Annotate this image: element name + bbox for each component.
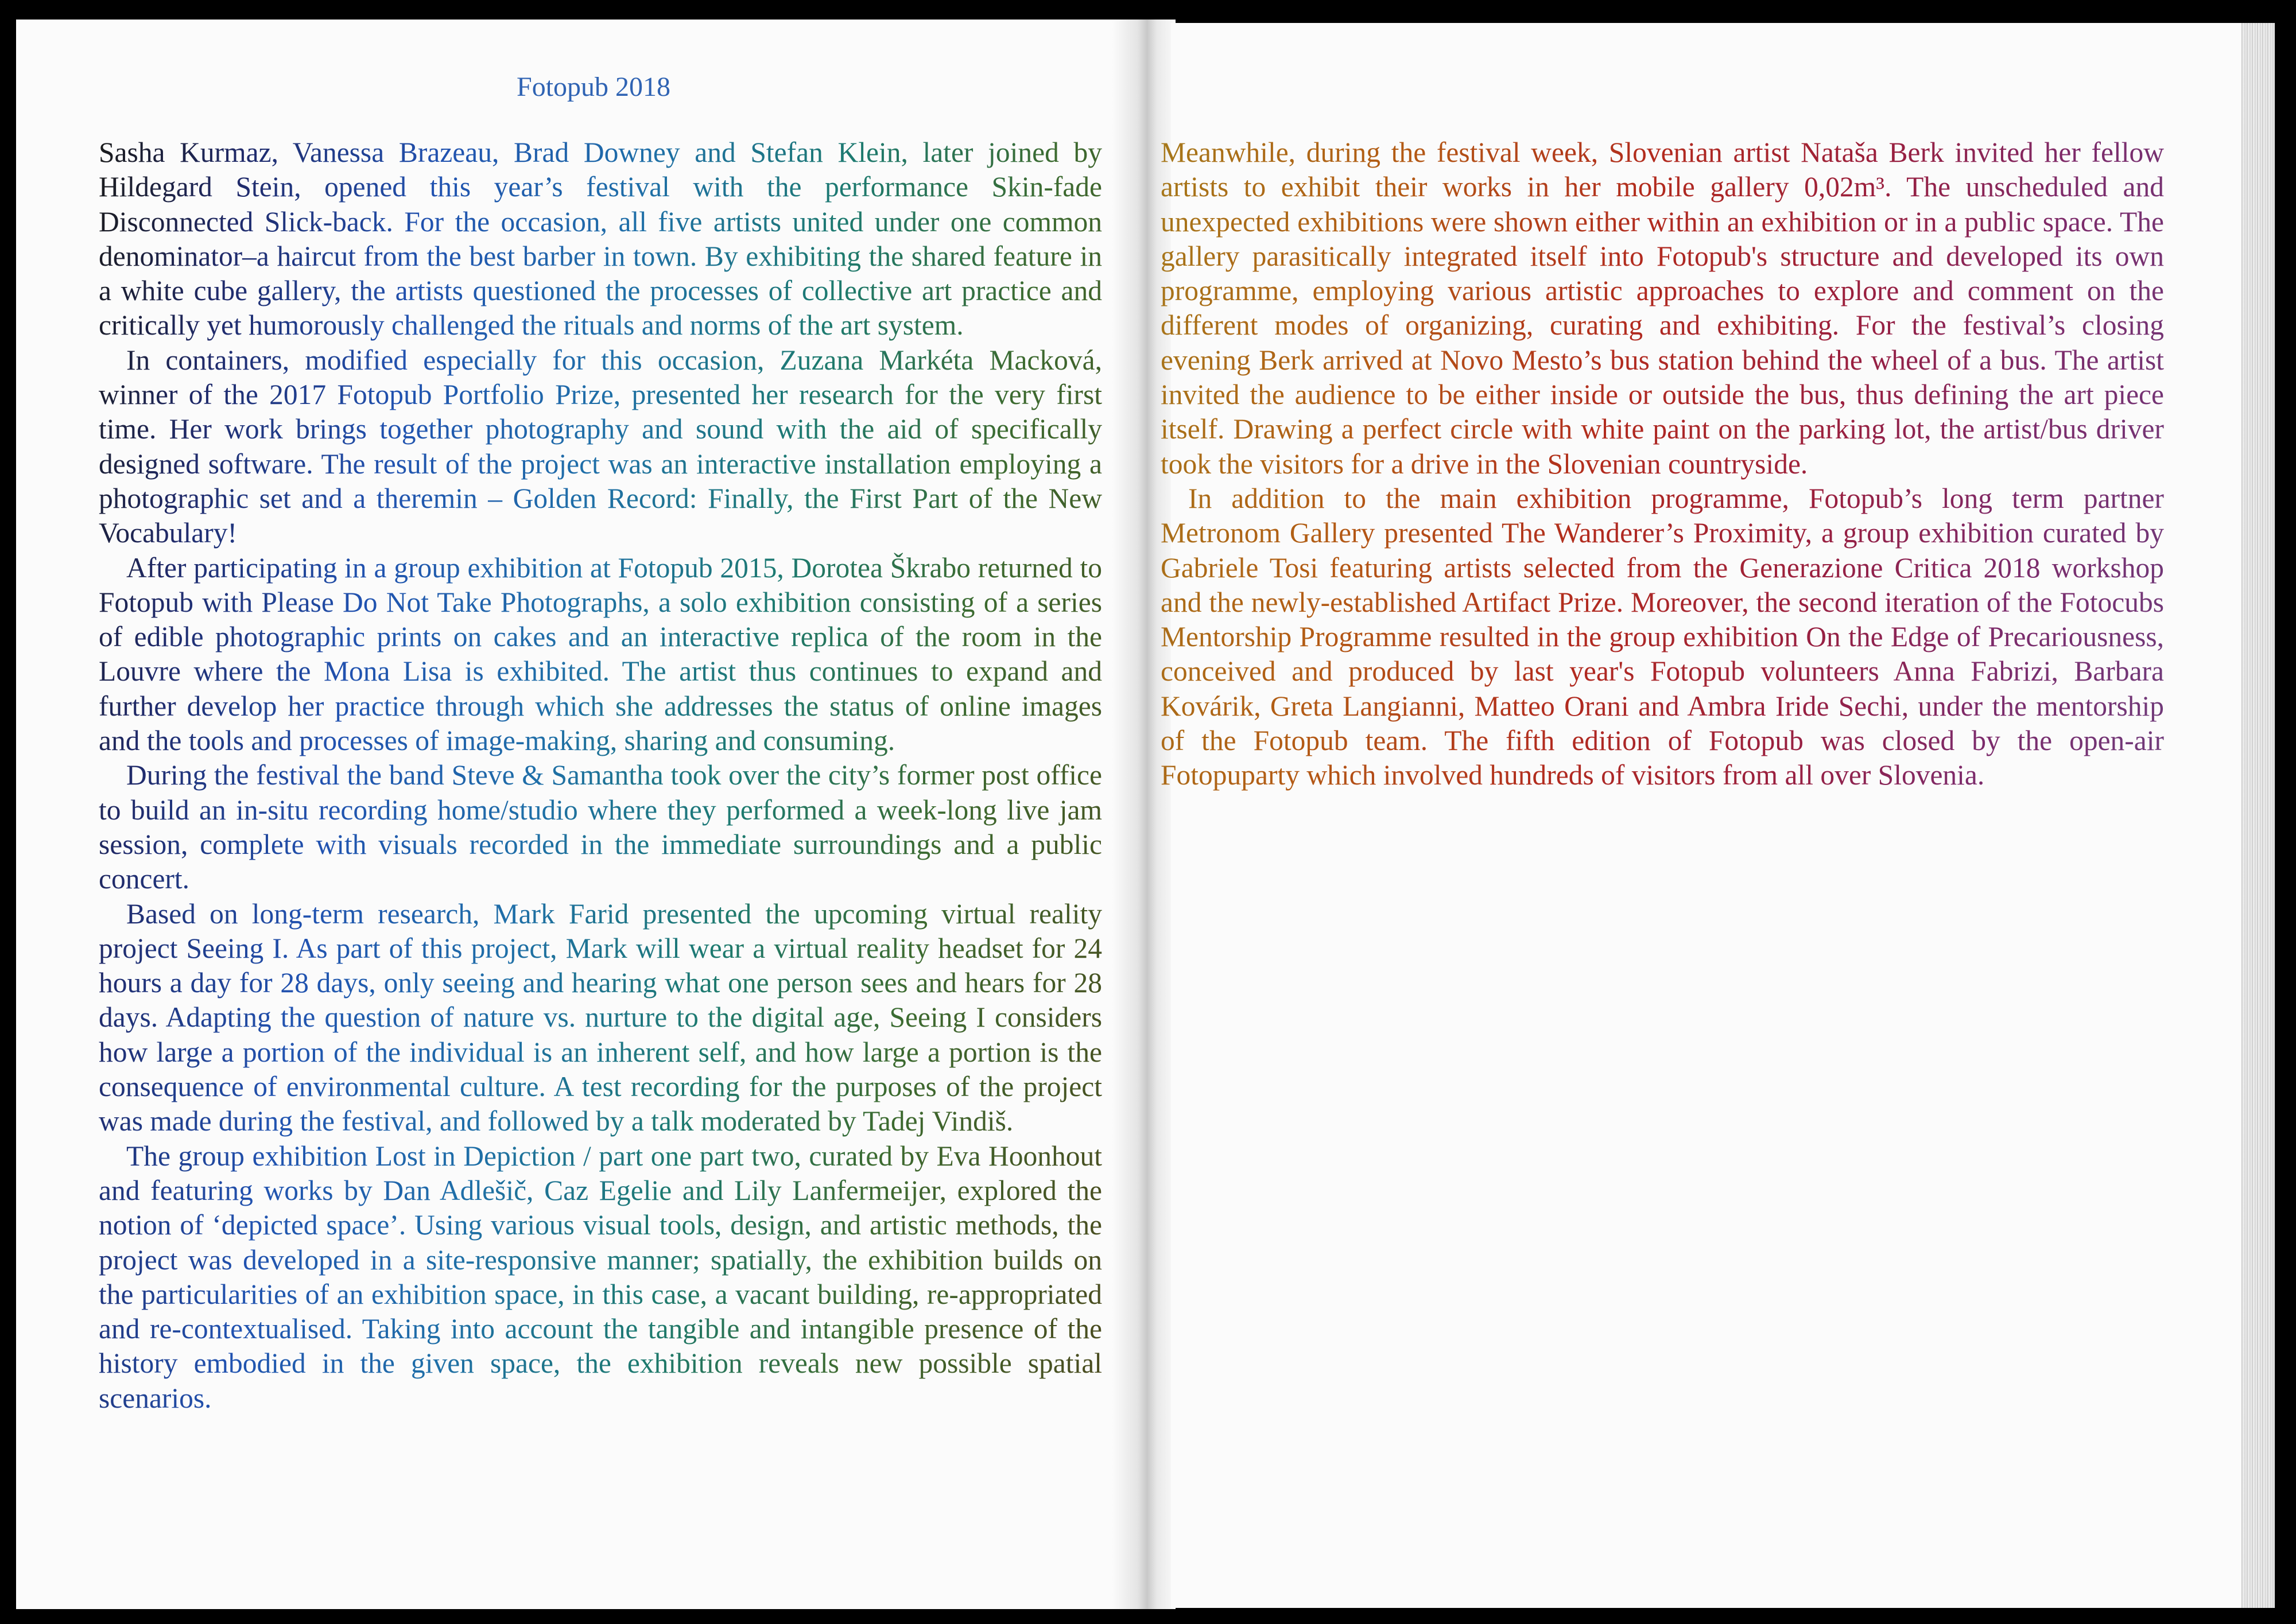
paragraph: During the festival the band Steve & Samantha took over the city’s former post office to build an in-situ recording home/studio where they performed a week-long live jam session, complete with visuals recorded in the immediate surroundings and a public concert. bbox=[99, 759, 1102, 895]
page-edges bbox=[2241, 23, 2275, 1608]
paragraph: The group exhibition Lost in Depiction / part one part two, curated by Eva Hoonhout and featuring works by Dan Adlešič, Caz Egelie and Lily Lanfermeijer, explored the notion of ‘depicted space’. Using various visual tools, design, and artistic methods, the project was developed in a site-responsive manner; spatially, the exhibition builds on the particularities of an exhibition space, in this case, a vacant building, re-appropriated and re-contextualised. Taking into account the tangible and intangible presence of the history embodied in the given space, the exhibition reveals new possible spatial scenarios. bbox=[99, 1140, 1102, 1414]
paragraph: Sasha Kurmaz, Vanessa Brazeau, Brad Downey and Stefan Klein, later joined by Hildegard Stein, opened this year’s festival with the performance Skin-fade Disconnected Slick-back. For the occasion, all five artists united under one common denominator–a haircut from the best barber in town. By exhibiting the shared feature in a white cube gallery, the artists questioned the processes of collective art practice and critically yet humorously challenged the rituals and norms of the art system. bbox=[99, 137, 1102, 341]
paragraph: Based on long-term research, Mark Farid presented the upcoming virtual reality project Seeing I. As part of this project, Mark will wear a virtual reality headset for 24 hours a day for 28 days, only seeing and hearing what one person sees and hears for 28 days. Adapting the question of nature vs. nurture to the digital age, Seeing I considers how large a portion of the individual is an inherent self, and how large a portion is the consequence of environmental culture. A test recording for the purposes of the project was made during the festival, and followed by a talk moderated by Tadej Vindiš. bbox=[99, 898, 1102, 1137]
right-column-text bbox=[1161, 135, 2164, 793]
paragraph: In containers, modified especially for this occasion, Zuzana Markéta Macková, winner of the 2017 Fotopub Portfolio Prize, presented her research for the very first time. Her work brings together photography and sound with the aid of specifically designed software. The result of the project was an interactive installation employing a photographic set and a theremin – Golden Record: Finally, the First Part of the New Vocabulary! bbox=[99, 344, 1102, 549]
paragraph: After participating in a group exhibition at Fotopub 2015, Dorotea Škrabo returned to Fotopub with Please Do Not Take Photographs, a solo exhibition consisting of a series of edible photographic prints on cakes and an interactive replica of the room in the Louvre where the Mona Lisa is exhibited. The artist thus continues to expand and further develop her practice through which she addresses the status of online images and the tools and processes of image-making, sharing and consuming. bbox=[99, 551, 1102, 757]
paragraph: In addition to the main exhibition programme, Fotopub’s long term partner Metronom Gallery presented The Wanderer’s Proximity, a group exhibition curated by Gabriele Tosi featuring artists selected from the Generazione Critica 2018 workshop and the newly-established Artifact Prize. Moreover, the second iteration of the Fotocubs Mentorship Programme resulted in the group exhibition On the Edge of Precariousness, conceived and produced by last year's Fotopub volunteers Anna Fabrizi, Barbara Kovárik, Greta Langianni, Matteo Orani and Ambra Iride Sechi, under the mentorship of the Fotopub team. The fifth edition of Fotopub was closed by the open-air Fotopuparty which involved hundreds of visitors from all over Slovenia. bbox=[1161, 482, 2164, 791]
running-head: Fotopub 2018 bbox=[517, 72, 671, 102]
paragraph: Meanwhile, during the festival week, Slovenian artist Nataša Berk invited her fellow artists to exhibit their works in her mobile gallery 0,02m³. The unscheduled and unexpected exhibitions were shown either within an exhibition or in a public space. The gallery parasitically integrated itself into Fotopub's structure and developed its own programme, employing various artistic approaches to explore and comment on the different modes of organizing, curating and exhibiting. For the festival’s closing evening Berk arrived at Novo Mesto’s bus station behind the wheel of a bus. The artist invited the audience to be either inside or outside the bus, thus defining the art piece itself. Drawing a perfect circle with white paint on the parking lot, the artist/bus driver took the visitors for a drive in the Slovenian countryside. bbox=[1161, 137, 2164, 480]
left-column-text bbox=[99, 135, 1102, 1416]
